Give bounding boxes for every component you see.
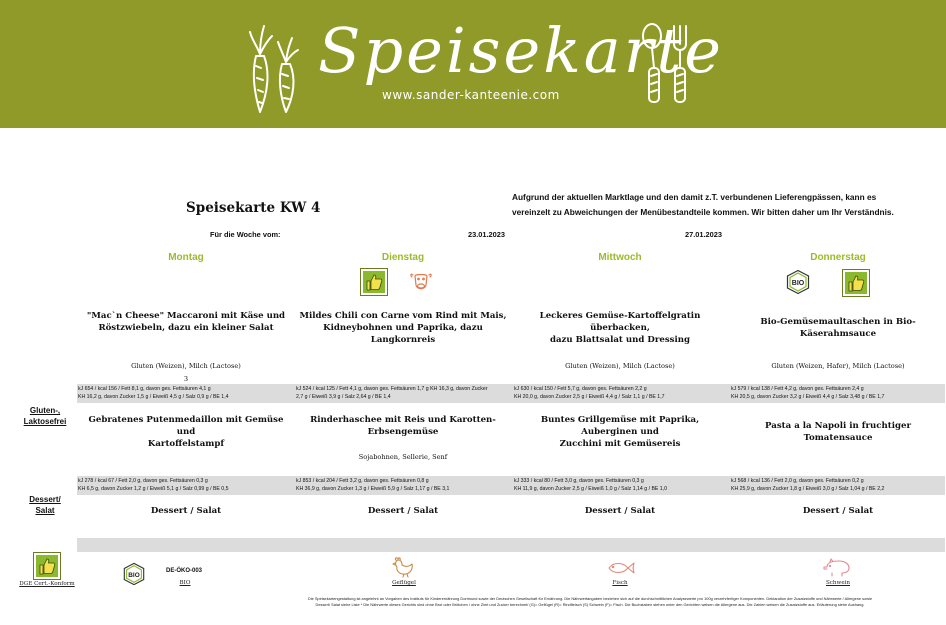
dish-2-line-2: Erbsengemüse xyxy=(367,427,439,437)
dish-1-line-2: Röstzwiebeln, dazu ein kleiner Salat xyxy=(98,323,274,333)
footnote-line-1: Die Speisekartengestaltung ist angelehnt an Vorgaben des Instituts für Kinderernährung Dortmund sowie der Deutschen Gesellschaft für Ernährung. Die Nährwertangaben beziehen sich auf die durchschnittlichen Analysewerte pro 100g verzehrfertiger Komponenten. Deklaration der Zusatzstoffe und Nährwerte / Allergene sowie xyxy=(307,596,873,601)
dish-2-montag xyxy=(80,414,292,450)
legend-fish-label: Fisch xyxy=(612,580,628,586)
bio-hexagon-legend-icon xyxy=(122,562,146,586)
dish-2-line-1: Buntes Grillgemüse mit Paprika, Auberginen und xyxy=(540,415,700,437)
legend-bio-code: DE-ÖKO-003 xyxy=(166,568,203,574)
allergens-1-donnerstag: Gluten (Weizen, Hafer), Milch (Lactose) xyxy=(771,362,905,370)
dish-2-line-2: Zucchini mit Gemüsereis xyxy=(559,439,681,449)
legend-dge-label: DGE Cert.-Konform xyxy=(19,581,75,587)
cow-icon xyxy=(408,269,434,295)
nutrition-line-1: kJ 654 / kcal 156 / Fett 8,1 g, davon ges. Fettsäuren 4,1 g xyxy=(78,386,211,392)
row-label-line-2: Laktosefrei xyxy=(23,417,67,426)
nutrition-line-1: kJ 568 / kcal 136 / Fett 2,0 g, davon ges. Fettsäuren 0,2 g xyxy=(731,478,864,484)
nutrition-1-mittwoch xyxy=(514,385,665,401)
nutrition-line-2: KH 6,5 g, davon Zucker 1,2 g / Eiweiß 5,1 g / Salz 0,99 g / BE 0,5 xyxy=(78,486,229,492)
row-label-line-1: Gluten-, xyxy=(29,406,61,415)
dessert-donnerstag: Dessert / Salat xyxy=(802,506,874,516)
dish-2-line-1: Pasta a la Napoli in fruchtiger Tomatensauce xyxy=(765,421,911,443)
nutrition-line-1: kJ 579 / kcal 138 / Fett 4,2 g, davon ges. Fettsäuren 2,4 g xyxy=(731,386,864,392)
nutrition-line-1: kJ 524 / kcal 125 / Fett 4,1 g, davon ges. Fettsäuren 1,7 g KH 16,3 g, davon Zucker xyxy=(296,386,488,392)
dish-1-mittwoch xyxy=(514,310,726,346)
footnote xyxy=(236,596,944,608)
day-name-montag: Montag xyxy=(168,252,204,263)
nutrition-2-mittwoch xyxy=(514,477,667,493)
dessert-dienstag: Dessert / Salat xyxy=(367,506,439,516)
dish-1-line-1: "Mac`n Cheese" Maccaroni mit Käse und xyxy=(86,311,286,321)
bio-badge-text: BIO xyxy=(791,280,805,287)
nutrition-line-2: KH 20,0 g, davon Zucker 2,5 g / Eiweiß 4,4 g / Salz 1,1 g / BE 1,7 xyxy=(514,394,665,400)
legend-poultry-label: Geflügel xyxy=(392,580,416,586)
nutrition-line-2: KH 11,9 g, davon Zucker 2,5 g / Eiweiß 1,0 g / Salz 1,14 g / BE 1,0 xyxy=(514,486,668,492)
dish-1-dienstag xyxy=(297,310,509,346)
spoon-fork-icon xyxy=(638,22,698,110)
nutrition-line-2: 2,7 g / Eiweiß 3,9 g / Salz 2,64 g / BE 1,4 xyxy=(296,394,391,400)
nutrition-2-donnerstag xyxy=(731,477,884,493)
bio-badge-text: BIO xyxy=(128,571,140,579)
day-name-donnerstag: Donnerstag xyxy=(810,252,866,263)
dish-2-line-1: Rinderhaschee mit Reis und Karotten- xyxy=(310,415,496,425)
dish-1-line-1: Mildes Chili con Carne vom Rind mit Mais, xyxy=(299,311,507,321)
dish-2-mittwoch xyxy=(514,414,726,450)
allergens-2-dienstag: Sojabohnen, Sellerie, Senf xyxy=(358,453,448,461)
row-label-line-1: Dessert/ xyxy=(29,495,61,504)
row-label-gluten-lactose-free xyxy=(14,405,76,427)
week-label: Für die Woche vom: xyxy=(210,230,281,239)
dish-1-montag xyxy=(80,310,292,334)
dish-2-line-2: Kartoffelstampf xyxy=(147,439,225,449)
legend-pork-label: Schwein xyxy=(825,580,851,586)
nutrition-line-2: KH 16,2 g, davon Zucker 1,5 g / Eiweiß 4,5 g / Salz 0,9 g / BE 1,4 xyxy=(78,394,229,400)
footnote-line-2: Dessert/ Salat siehe Liste * Die Nährwerte dieses Gerichts sind ohne Brot oder Brötchen / ohne Zimt und Zucker berechnet/ (G)= Geflügel (R)= Rindfleisch (S) Schwein (F)= Fisch. Die Buchstaben stehen unter den Gerichten weisen die Allergene aus. Die Zahlen weisen die Zusatzstoffe aus. Erläuterung siehe Aushang. xyxy=(315,602,865,607)
nutrition-line-2: KH 25,9 g, davon Zucker 1,8 g / Eiweiß 3,0 g / Salz 1,04 g / BE 2,2 xyxy=(731,486,885,492)
fish-icon xyxy=(606,560,636,576)
row-label-dessert-salad xyxy=(14,494,76,516)
poultry-icon xyxy=(390,556,416,578)
dish-1-line-2: dazu Blattsalat und Dressing xyxy=(549,335,691,345)
nutrition-line-1: kJ 630 / kcal 150 / Fett 5,7 g, davon ges. Fettsäuren 2,2 g xyxy=(514,386,647,392)
nutrition-line-1: kJ 278 / kcal 67 / Fett 2,0 g, davon ges. Fettsäuren 0,3 g xyxy=(78,478,208,484)
nutrition-line-1: kJ 333 / kcal 80 / Fett 3,0 g, davon ges. Fettsäuren 0,3 g xyxy=(514,478,644,484)
date-to: 27.01.2023 xyxy=(685,230,722,239)
nutrition-1-donnerstag xyxy=(731,385,884,401)
dessert-mittwoch: Dessert / Salat xyxy=(584,506,656,516)
day-name-dienstag: Dienstag xyxy=(381,252,425,263)
date-from: 23.01.2023 xyxy=(468,230,505,239)
dish-1-line-1: Bio-Gemüsemaultaschen in Bio-Käserahmsauce xyxy=(760,317,916,339)
dge-thumb-badge-donnerstag xyxy=(842,269,870,297)
nutrition-2-montag xyxy=(78,477,229,493)
bio-hexagon-badge-donnerstag xyxy=(785,269,811,295)
pig-icon xyxy=(822,558,852,578)
row-label-line-2: Salat xyxy=(35,506,55,515)
nutrition-1-dienstag xyxy=(296,385,487,401)
logo-title: Speisekarte xyxy=(318,14,724,87)
day-name-mittwoch: Mittwoch xyxy=(598,252,642,263)
dish-2-dienstag xyxy=(297,414,509,438)
nutrition-2-dienstag xyxy=(296,477,449,493)
carrots-icon xyxy=(242,20,308,120)
dish-1-donnerstag xyxy=(731,316,945,340)
dish-2-line-1: Gebratenes Putenmedaillon mit Gemüse und xyxy=(88,415,284,437)
dessert-montag: Dessert / Salat xyxy=(150,506,222,516)
additive-mark-montag: 3 xyxy=(183,375,189,383)
dish-1-line-2: Kidneybohnen und Paprika, dazu Langkornreis xyxy=(323,323,483,345)
menu-title: Speisekarte KW 4 xyxy=(186,200,321,216)
empty-row-bar xyxy=(77,538,945,552)
nutrition-line-1: kJ 853 / kcal 204 / Fett 3,2 g, davon ges. Fettsäuren 0,8 g xyxy=(296,478,429,484)
legend-bio-label: BIO xyxy=(179,580,191,586)
allergens-1-mittwoch: Gluten (Weizen), Milch (Lactose) xyxy=(565,362,675,370)
allergens-1-montag: Gluten (Weizen), Milch (Lactose) xyxy=(131,362,241,370)
notice-line-1: Aufgrund der aktuellen Marktlage und den damit z.T. verbundenen Lieferengpässen, kann es xyxy=(512,192,877,202)
nutrition-line-2: KH 20,5 g, davon Zucker 3,2 g / Eiweiß 4,4 g / Salz 3,48 g / BE 1,7 xyxy=(731,394,885,400)
supply-notice xyxy=(512,190,894,220)
dge-thumb-badge-dienstag xyxy=(360,268,388,296)
logo-url: www.sander-kanteenie.com xyxy=(382,88,560,102)
nutrition-line-2: KH 36,9 g, davon Zucker 1,3 g / Eiweiß 5,9 g / Salz 1,17 g / BE 3,1 xyxy=(296,486,450,492)
nutrition-1-montag xyxy=(78,385,229,401)
dish-2-donnerstag xyxy=(731,420,945,444)
dge-thumb-legend-icon xyxy=(33,552,61,580)
dish-1-line-1: Leckeres Gemüse-Kartoffelgratin überbacken, xyxy=(539,311,701,333)
notice-line-2: vereinzelt zu Abweichungen der Menübestandteile kommen. Wir bitten daher um Ihr Verständnis. xyxy=(512,207,894,217)
